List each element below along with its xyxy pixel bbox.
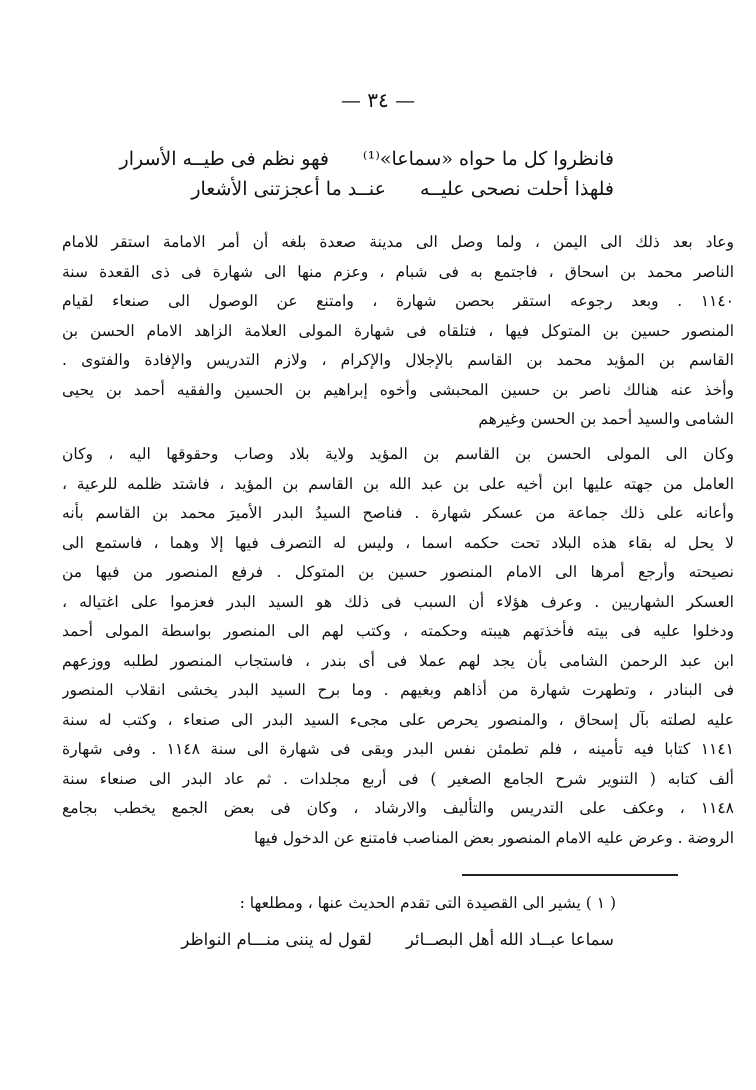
text-line: القاسم بن المؤيد محمد بن القاسم بالإجلال والإكرام ، ولازم التدريس والإفادة والفتوى . — [62, 351, 734, 369]
verse-second-hemistich: عنــد ما أعجزتنى الأشعار — [191, 178, 386, 200]
verse-first-hemistich: فانظروا كل ما حواه «سماعا»⁽¹⁾ — [362, 148, 614, 170]
poem-verse — [120, 148, 614, 170]
footnote-divider — [462, 874, 678, 876]
text-line: لا يحل له بقاء هذه البلاد تحت حكمه اسما ، وليس له التصرف فيها إلا وهما ، فاستمع الى — [62, 533, 734, 552]
footnote-verse — [181, 930, 614, 949]
text-line: وأعانه على ذلك جماعة من عسكر شهارة . فناصح السيدُ البدر الأميرَ محمد بن القاسم بأنه — [62, 504, 734, 522]
text-line: وعاد بعد ذلك الى اليمن ، ولما وصل الى مدينة صعدة بلغه أن أمر الامامة استقر للامام — [62, 233, 734, 251]
page-number: — ٣٤ — — [340, 88, 416, 112]
text-line: ١١٤٠ . وبعد رجوعه استقر بحصن شهارة ، وامتنع عن الوصول الى صنعاء لقيام — [62, 292, 734, 310]
paragraph-2 — [62, 440, 734, 853]
text-line: نصيحته وأرجع أمرها الى الامام المنصور حسين بن المتوكل . فرفع المنصور من فيها من — [62, 563, 734, 581]
text-line: ألف كتابه ( التنوير شرح الجامع الصغير ) فى أربع مجلدات . ثم عاد البدر الى صنعاء سنة — [62, 769, 734, 788]
text-line: ودخلوا عليه فى بيته فأخذتهم هيبته وحكمته ، وكتب لهم الى المنصور بواسطة المولى أحمد — [62, 622, 734, 640]
poem-verse — [191, 178, 614, 200]
text-line: الروضة . وعرض عليه الامام المنصور بعض المناصب فامتنع عن الدخول فيها — [253, 828, 734, 847]
text-line: فى البنادر ، وتطهرت شهارة من أذاهم وبغيهم . وما برح السيد البدر يخشى انقلاب المنصور — [62, 681, 734, 699]
text-line: الناصر محمد بن اسحاق ، فاجتمع به فى شبام ، وعزم منها الى شهارة فى ذى القعدة سنة — [62, 262, 734, 281]
text-line: وكان الى المولى الحسن بن القاسم بن المؤيد ولاية بلاد وصاب وحقوقها اليه ، وكان — [62, 445, 734, 463]
text-line: وأخذ عنه هنالك ناصر بن حسين المحبشى وأخوه إبراهيم بن الحسين والفقيه أحمد بن يحيى — [62, 380, 734, 399]
verse-first-hemistich: فلهذا أحلت نصحى عليــه — [419, 178, 614, 200]
text-line: ١١٤٨ ، وعكف على التدريس والتأليف والارشاد ، وكان فى بعض الجمع يخطب بجامع — [62, 799, 734, 817]
text-line: العامل من جهته عليها ابن أخيه على بن عبد الله بن القاسم بن المؤيد ، فاشتد ظلمه للرعية ، — [62, 474, 734, 493]
paragraph-1 — [62, 228, 734, 435]
verse-second-hemistich: لقول له يننى منـــام النواظر — [181, 930, 372, 949]
footnote-text: ( ١ ) يشير الى القصيدة التى تقدم الحديث عنها ، ومطلعها : — [239, 894, 616, 912]
text-line: الشامى والسيد أحمد بن الحسن وغيرهم — [478, 410, 734, 428]
verse-first-hemistich: سماعا عبــاد الله أهل البصــائر — [405, 930, 614, 949]
verse-second-hemistich: فهو نظم فى طيــه الأسرار — [119, 148, 329, 170]
text-line: ١١٤١ كتابا فيه تأمينه ، فلم تطمئن نفس البدر وبقى فى شهارة الى سنة ١١٤٨ . وفى شهارة — [62, 740, 734, 758]
text-line: ابن عبد الرحمن الشامى بأن يجد لهم عملا فى أى بندر ، فاستجاب المنصور لطلبه ووزعهم — [62, 651, 734, 670]
text-line: العسكر الشهاريين . وعرف هؤلاء أن السبب فى ذلك هو السيد البدر فعزموا على اغتياله ، — [62, 592, 734, 611]
text-line: عليه لصلته بآل إسحاق ، والمنصور يحرص على مجىء السيد البدر الى صنعاء ، وكتب له سنة — [62, 710, 734, 729]
text-line: المنصور حسين بن المتوكل فيها ، فتلقاه فى شهارة المولى العلامة الزاهد الامام الحسن بن — [62, 321, 734, 340]
